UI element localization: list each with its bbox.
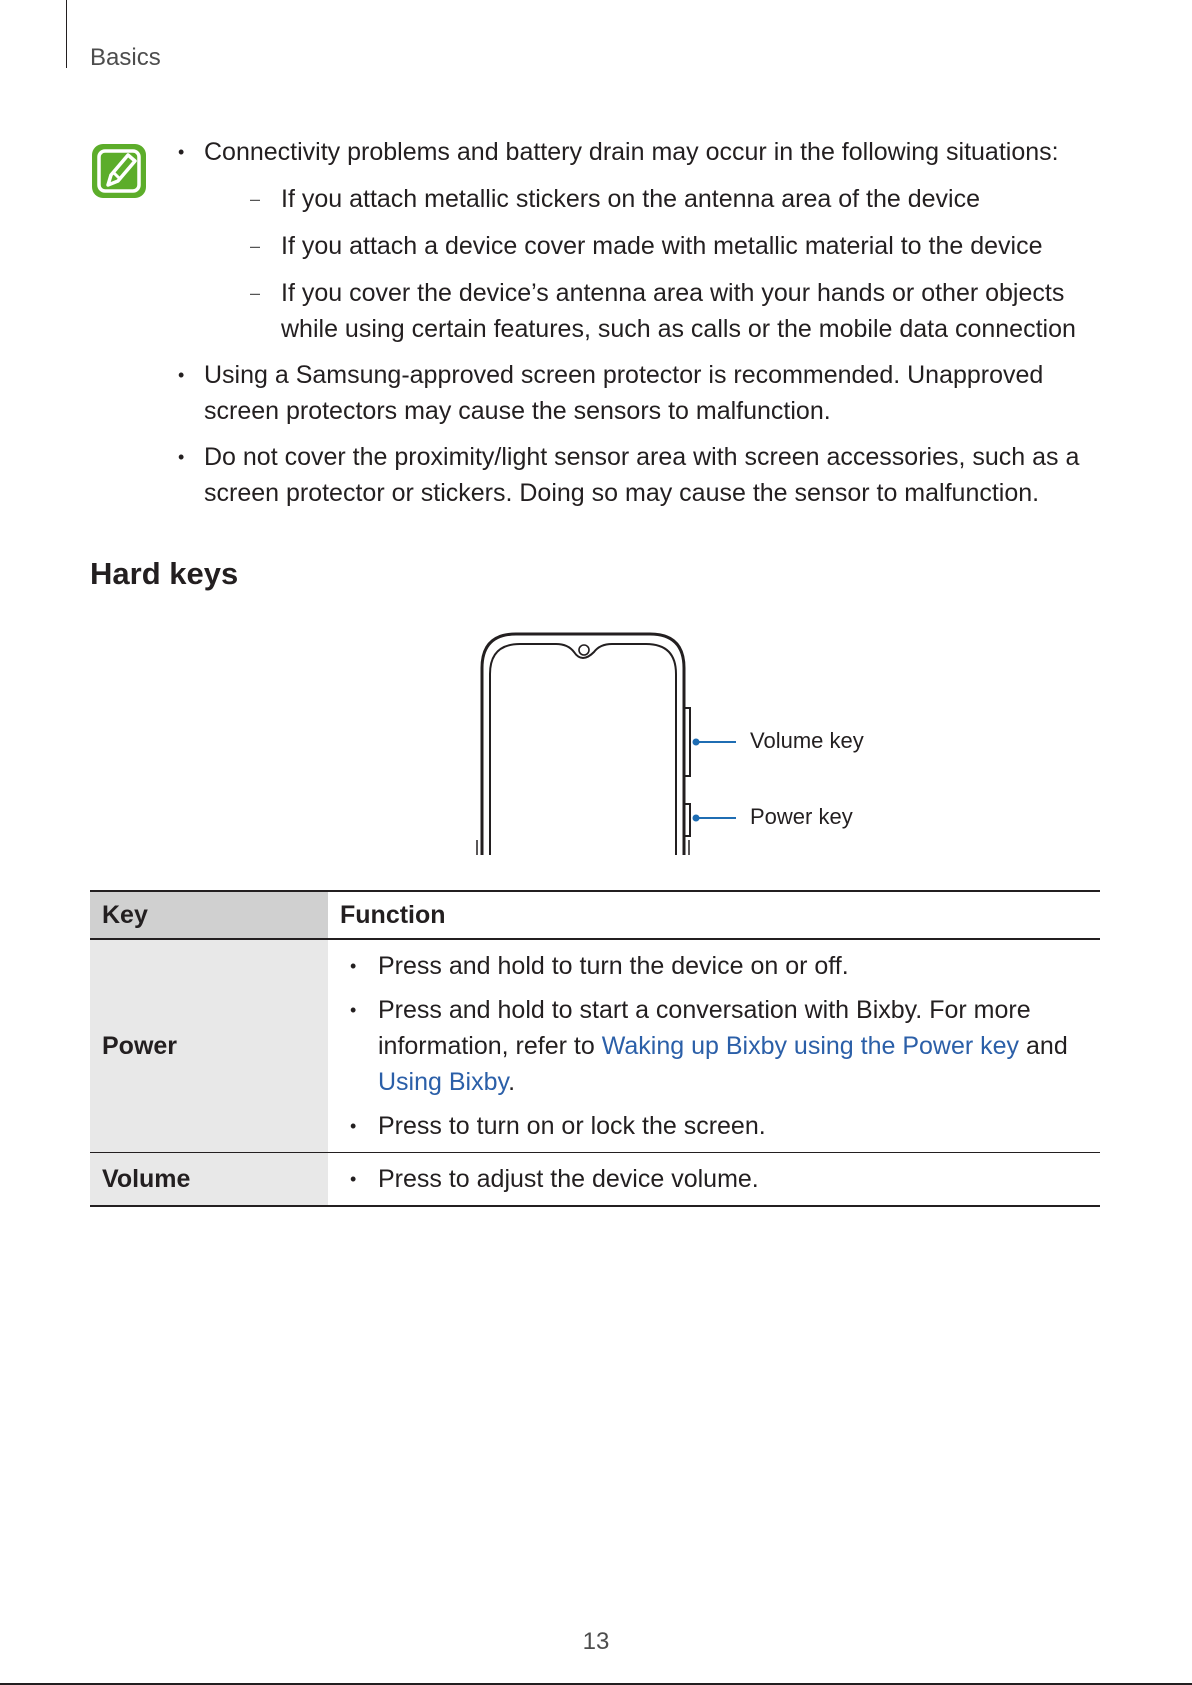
note-sub-bullet: – If you attach metallic stickers on the antenna area of the device — [204, 181, 1118, 217]
note-bullet: • Using a Samsung-approved screen protector is recommended. Unapproved screen protectors may cause the sensors to malfunction. — [178, 357, 1118, 429]
margin-rule — [66, 0, 67, 68]
function-cell — [328, 939, 1100, 1153]
function-item: • Press to turn on or lock the screen. — [340, 1108, 1088, 1144]
function-cell — [328, 1153, 1100, 1207]
note-pencil-icon — [90, 142, 148, 200]
volume-key-dot — [693, 739, 700, 746]
section-title: Hard keys — [90, 556, 239, 591]
running-header: Basics — [90, 44, 161, 71]
note-bullet: • Connectivity problems and battery drain may occur in the following situations: – If you attach metallic stickers on the antenna area of the device – If you attach a device cover made with metallic material to the device – If you cover the device’s antenna area with your hands or other objects while using certain features, such as calls or the mobile data connection — [178, 134, 1118, 347]
volume-key-label: Volume key — [750, 728, 864, 753]
note-sub-bullet: – If you cover the device’s antenna area with your hands or other objects while using certain features, such as calls or the mobile data connection — [204, 275, 1118, 347]
page-number: 13 — [582, 1628, 610, 1655]
table-row — [90, 939, 1100, 1153]
using-bixby-link[interactable]: Using Bixby — [378, 1068, 509, 1096]
key-cell: Power — [90, 939, 328, 1153]
power-key-label: Power key — [750, 804, 853, 829]
hard-keys-table — [90, 890, 1100, 1207]
function-item: • Press to adjust the device volume. — [340, 1161, 1088, 1197]
column-header-function: Function — [328, 891, 1100, 939]
note-bullet: • Do not cover the proximity/light sensor area with screen accessories, such as a screen protector or stickers. Doing so may cause the sensor to malfunction. — [178, 439, 1118, 511]
waking-up-bixby-link[interactable]: Waking up Bixby using the Power key — [601, 1032, 1020, 1060]
function-item: • Press and hold to start a conversation with Bixby. For more information, refer to Waking up Bixby using the Power key and Using Bixby. — [340, 992, 1088, 1100]
note-sub-bullet: – If you attach a device cover made with metallic material to the device — [204, 228, 1118, 264]
notes-list — [178, 134, 1118, 521]
function-item: • Press and hold to turn the device on or off. — [340, 948, 1088, 984]
key-cell: Volume — [90, 1153, 328, 1207]
power-key-dot — [693, 815, 700, 822]
device-illustration — [470, 630, 870, 860]
column-header-key: Key — [90, 891, 328, 939]
table-row — [90, 1153, 1100, 1207]
